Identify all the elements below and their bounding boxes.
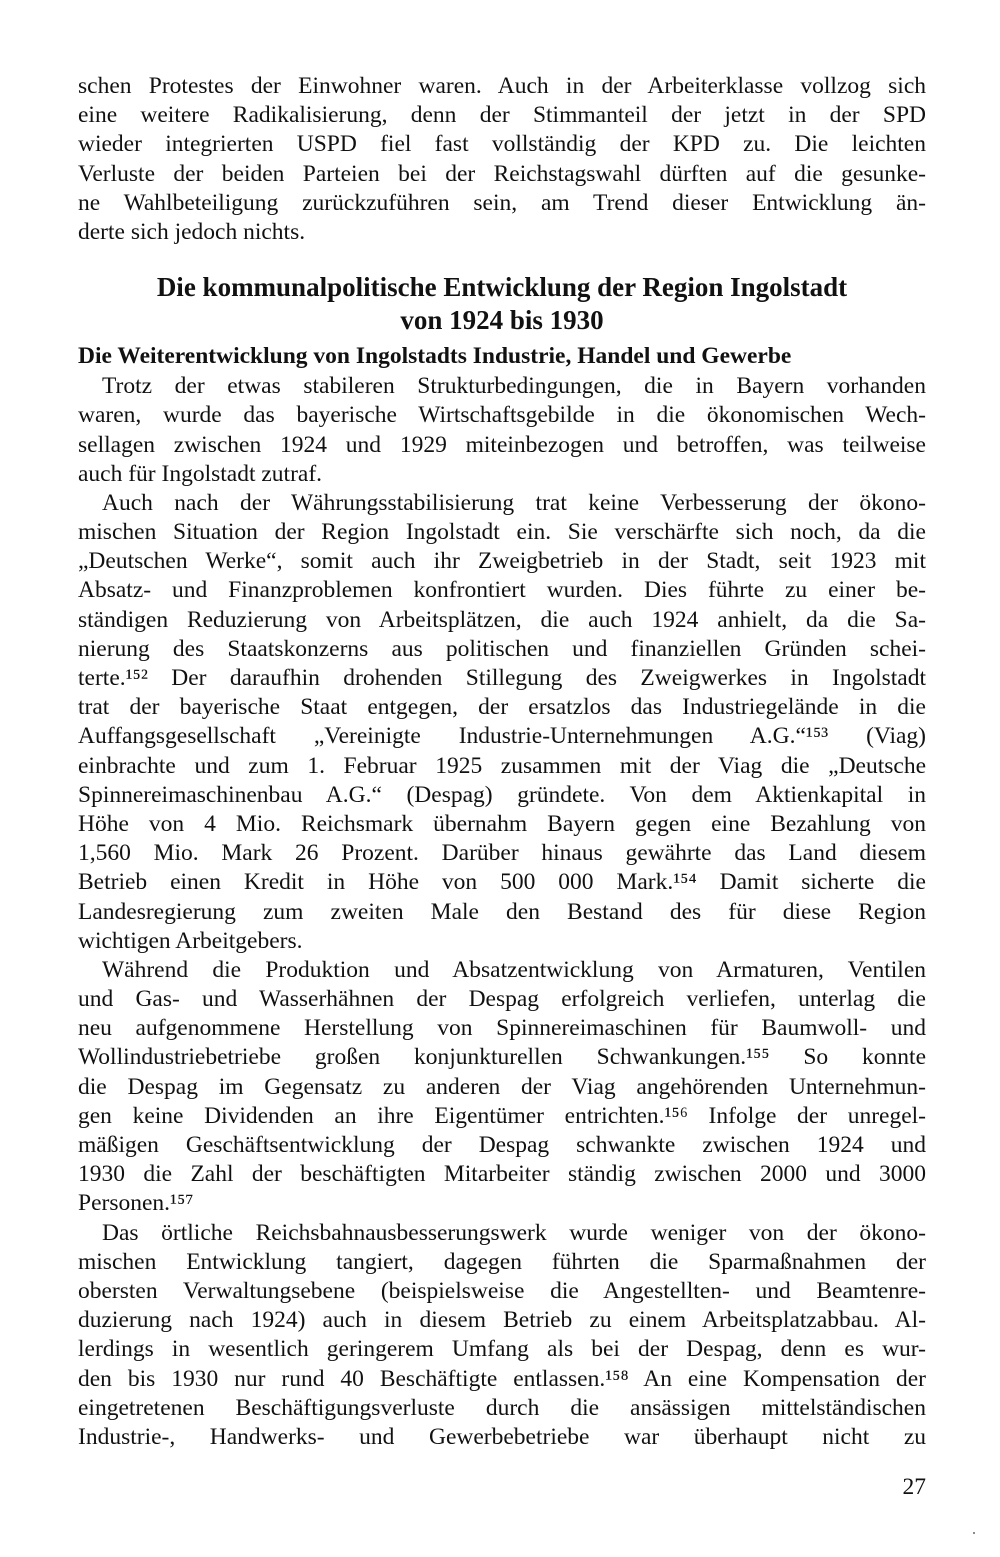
text-line: Spinnereimaschinenbau A.G.“ (Despag) gründete. Von dem Aktienkapital in <box>78 781 926 808</box>
intro-paragraph <box>78 72 926 247</box>
text-line: die Despag im Gegensatz zu anderen der Viag angehörenden Unternehmun- <box>78 1073 926 1100</box>
text-line: wieder integrierten USPD fiel fast vollständig der KPD zu. Die leichten <box>78 131 926 158</box>
text-line: neu aufgenommene Herstellung von Spinnereimaschinen für Baumwoll- und <box>78 1015 926 1042</box>
paragraph-1 <box>78 372 926 489</box>
text-line: „Deutschen Werke“, somit auch ihr Zweigbetrieb in der Stadt, seit 1923 mit <box>78 548 926 575</box>
text-line: terte.¹⁵² Der daraufhin drohenden Stillegung des Zweigwerkes in Ingolstadt <box>78 665 926 691</box>
text-line: mäßigen Geschäftsentwicklung der Despag schwankte zwischen 1924 und <box>78 1132 926 1158</box>
text-line: eingetretenen Beschäftigungsverluste durch die ansässigen mittelständischen <box>78 1394 926 1421</box>
text-line: 1,560 Mio. Mark 26 Prozent. Darüber hinaus gewährte das Land diesem <box>78 840 926 867</box>
text-line: Landesregierung zum zweiten Male den Bestand des für diese Region <box>78 898 926 925</box>
text-line: lerdings in wesentlich geringerem Umfang als bei der Despag, denn es wur- <box>78 1336 926 1363</box>
text-line: Absatz- und Finanzproblemen konfrontiert wurden. Dies führte zu einer be- <box>78 577 926 604</box>
text-line: Industrie-, Handwerks- und Gewerbebetriebe war überhaupt nicht zu <box>78 1423 926 1450</box>
text-line: Höhe von 4 Mio. Reichsmark übernahm Bayern gegen eine Bezahlung von <box>78 810 926 837</box>
text-line: derte sich jedoch nichts. <box>78 218 306 245</box>
text-line: Verluste der beiden Parteien bei der Reichstagswahl dürften auf die gesunke- <box>78 160 926 187</box>
text-line: waren, wurde das bayerische Wirtschaftsgebilde in die ökonomischen Wech- <box>78 402 926 429</box>
text-line: sellagen zwischen 1924 und 1929 miteinbezogen und betroffen, was teilweise <box>78 431 926 458</box>
text-line: obersten Verwaltungsebene (beispielsweise die Angestellten- und Beamtenre- <box>78 1277 926 1304</box>
text-line: gen keine Dividenden an ihre Eigentümer entrichten.¹⁵⁶ Infolge der unregel- <box>78 1102 926 1129</box>
text-line: Trotz der etwas stabileren Strukturbedingungen, die in Bayern vorhanden <box>102 373 926 400</box>
text-line: Das örtliche Reichsbahnausbesserungswerk wurde weniger von der ökono- <box>102 1219 926 1246</box>
text-line: 1930 die Zahl der beschäftigten Mitarbeiter ständig zwischen 2000 und 3000 <box>78 1161 926 1188</box>
text-line: Wollindustriebetriebe großen konjunkturellen Schwankungen.¹⁵⁵ So konnte <box>78 1044 926 1071</box>
page-number: 27 <box>902 1474 926 1500</box>
text-line: Auffangsgesellschaft „Vereinigte Industrie-Unternehmungen A.G.“¹⁵³ (Viag) <box>78 723 926 750</box>
text-line: den bis 1930 nur rund 40 Beschäftigte entlassen.¹⁵⁸ An eine Kompensation der <box>78 1365 926 1392</box>
section-heading <box>78 271 926 337</box>
text-line: auch für Ingolstadt zutraf. <box>78 460 323 487</box>
scan-speck <box>973 1532 975 1534</box>
text-line: Während die Produktion und Absatzentwicklung von Armaturen, Ventilen <box>102 956 926 983</box>
paragraph-2 <box>78 489 926 956</box>
text-line: Auch nach der Währungsstabilisierung trat keine Verbesserung der ökono- <box>102 489 926 516</box>
page-body <box>78 72 926 1452</box>
text-line: ständigen Reduzierung von Arbeitsplätzen, die auch 1924 anhielt, da die Sa- <box>78 606 926 633</box>
text-line: und Gas- und Wasserhähnen der Despag erfolgreich verliefen, unterlag die <box>78 986 926 1013</box>
heading-line: von 1924 bis 1930 <box>400 305 604 336</box>
text-line: trat der bayerische Staat entgegen, der ersatzlos das Industriegelände in die <box>78 694 926 721</box>
text-line: Personen.¹⁵⁷ <box>78 1190 194 1217</box>
heading-line: Die kommunalpolitische Entwicklung der Region Ingolstadt <box>156 272 848 303</box>
text-line: ne Wahlbeteiligung zurückzuführen sein, am Trend dieser Entwicklung än- <box>78 189 926 216</box>
text-line: Betrieb einen Kredit in Höhe von 500 000 Mark.¹⁵⁴ Damit sicherte die <box>78 869 926 896</box>
text-line: mischen Situation der Region Ingolstadt ein. Sie verschärfte sich noch, da die <box>78 519 926 546</box>
paragraph-3 <box>78 956 926 1219</box>
text-line: einbrachte und zum 1. Februar 1925 zusammen mit der Viag die „Deutsche <box>78 752 926 779</box>
paragraph-4 <box>78 1219 926 1453</box>
text-line: nierung des Staatskonzerns aus politischen und finanziellen Gründen schei- <box>78 635 926 662</box>
text-line: duzierung nach 1924) auch in diesem Betrieb zu einem Arbeitsplatzabbau. Al- <box>78 1307 926 1334</box>
text-line: mischen Entwicklung tangiert, dagegen führten die Sparmaßnahmen der <box>78 1248 926 1275</box>
subsection-heading: Die Weiterentwicklung von Ingolstadts Industrie, Handel und Gewerbe <box>78 343 792 370</box>
text-line: eine weitere Radikalisierung, denn der Stimmanteil der jetzt in der SPD <box>78 102 926 129</box>
text-line: wichtigen Arbeitgebers. <box>78 927 303 954</box>
text-line: schen Protestes der Einwohner waren. Auch in der Arbeiterklasse vollzog sich <box>78 73 926 99</box>
